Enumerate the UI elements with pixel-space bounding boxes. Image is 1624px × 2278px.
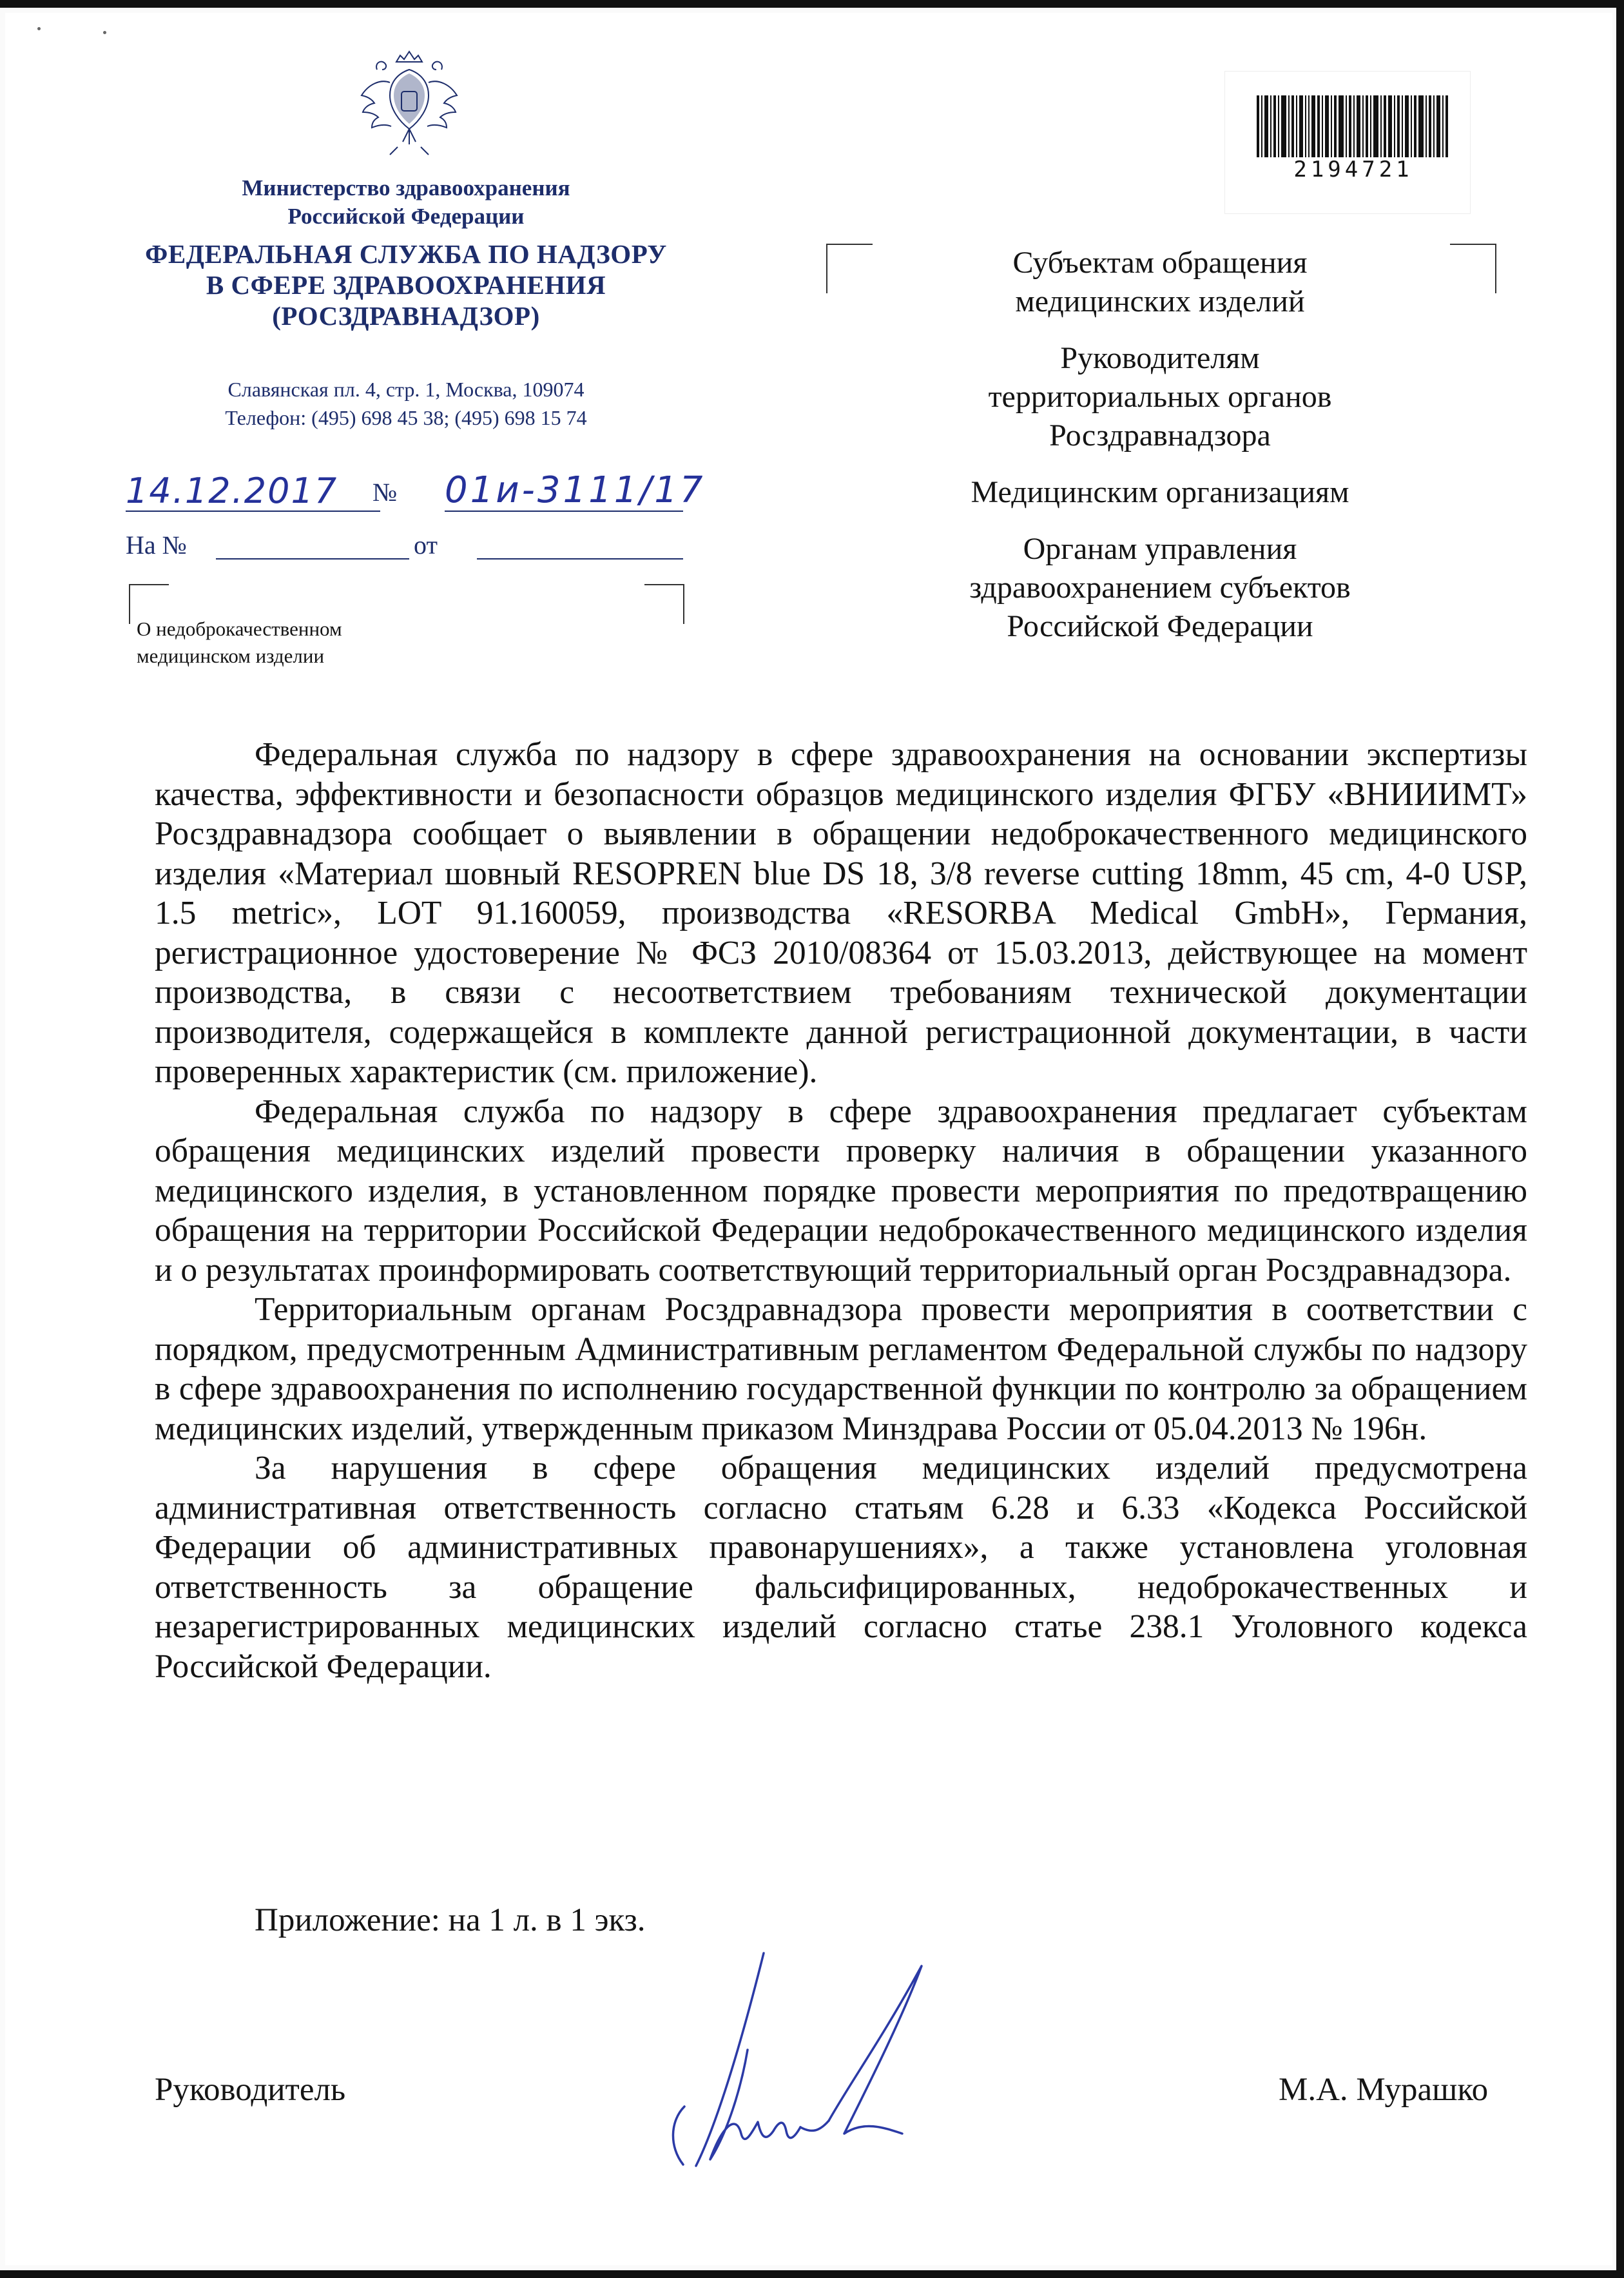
ministry-line: Министерство здравоохранения — [242, 175, 570, 200]
agency-line: ФЕДЕРАЛЬНАЯ СЛУЖБА ПО НАДЗОРУ — [145, 239, 667, 269]
barcode-icon — [1257, 95, 1450, 157]
body-paragraph: Федеральная служба по надзору в сфере здравоохранения предлагает субъектам обращения медицинских изделий провести проверку наличия в обращении указанного медицинского изделия, в установленном порядке провести мероприятия по предотвращению обращения на территории Российской Федерации недоброкачественного медицинского изделия и о результатах проинформировать соответствующий территориальный орган Росздравнадзора. — [155, 1093, 1527, 1289]
double-headed-eagle-icon — [351, 44, 467, 166]
subject-corner-right — [644, 584, 684, 624]
addressee-line: Органам управления — [1023, 532, 1297, 566]
signatory-name: М.А. Мурашко — [1279, 2072, 1489, 2108]
body-paragraph: Территориальным органам Росздравнадзора провести мероприятия в соответствии с порядком, предусмотренным Административным регламентом Федеральной службы по надзору в сфере здравоохранения по исполнению государственной функции по контролю за обращением медицинских изделий, утвержденным приказом Минздрава России от 05.04.2013 № 196н. — [155, 1291, 1527, 1447]
scan-border-top — [0, 0, 1624, 8]
registration-number: 01и-3111/17 — [445, 469, 706, 511]
addressee-line: Росздравнадзора — [1049, 418, 1271, 453]
agency-line: В СФЕРЕ ЗДРАВООХРАНЕНИЯ — [206, 270, 606, 300]
appendix-note: Приложение: на 1 л. в 1 экз. — [255, 1902, 646, 1938]
scan-border-right — [1616, 0, 1624, 2278]
scan-speck — [103, 31, 106, 34]
reference-number-label: На № — [126, 531, 187, 560]
body-paragraph: За нарушения в сфере обращения медицинских изделий предусмотрена административная ответственность согласно статьям 6.28 и 6.33 «Кодекса Российской Федерации об административных правонарушениях», а также установлена уголовная ответственность за обращение фальсифицированных, недоброкачественных и незарегистрированных медицинских изделий согласно статье 238.1 Уголовного кодекса Российской Федерации. — [155, 1450, 1527, 1685]
subject-line: О недоброкачественном — [137, 618, 342, 640]
addressee-line: Российской Федерации — [1007, 609, 1313, 643]
address-line: Телефон: (495) 698 45 38; (495) 698 15 74 — [225, 406, 587, 429]
scan-speck — [37, 27, 41, 30]
agency-name — [110, 239, 702, 331]
addressee-line: Медицинским организациям — [971, 475, 1349, 509]
reference-number-underline — [216, 558, 409, 560]
registration-date: 14.12.2017 — [126, 471, 338, 511]
addressee-corner-right — [1450, 244, 1496, 293]
ministry-line: Российской Федерации — [287, 204, 525, 229]
registration-date-underline — [126, 511, 380, 512]
addressee — [876, 530, 1444, 646]
body-paragraph: Федеральная служба по надзору в сфере здравоохранения на основании экспертизы качества, эффективности и безопасности образцов медицинского изделия ФГБУ «ВНИИИМТ» Росздравнадзора сообщает о выявлении в обращении недоброкачественного медицинского изделия «Материал шовный RESOPREN blue DS 18, 3/8 reverse cutting 18mm, 45 cm, 4-0 USP, 1.5 metric», LOT 91.160059, производства «RESORBA Medical GmbH», Германия, регистрационное удостоверение № ФСЗ 2010/08364 от 15.03.2013, действующее на момент производства, в связи с несоответствием требованиям технической документации производителя, содержащейся в комплекте данной регистрационной документации, в части проверенных характеристик (см. приложение). — [155, 736, 1527, 1090]
handwritten-signature-icon — [651, 1940, 973, 2179]
addressee-line: медицинских изделий — [1015, 284, 1305, 318]
addressee-line: Руководителям — [1060, 341, 1260, 375]
addressee-line: Субъектам обращения — [1012, 246, 1308, 280]
agency-address — [122, 375, 690, 432]
subject-line: медицинском изделии — [137, 645, 325, 667]
ministry-name — [161, 174, 651, 231]
scan-border-bottom — [0, 2270, 1624, 2278]
addressee — [876, 244, 1444, 321]
addressee — [876, 339, 1444, 455]
addressee-block — [876, 244, 1444, 664]
letter-subject — [137, 616, 498, 670]
barcode-number: 2194721 — [1293, 157, 1413, 182]
reference-from-label: от — [414, 531, 438, 560]
addressee-line: территориальных органов — [988, 380, 1332, 414]
registration-number-sign: № — [372, 478, 398, 507]
signatory-title: Руководитель — [155, 2072, 346, 2108]
addressee-line: здравоохранением субъектов — [969, 570, 1351, 605]
agency-line: (РОСЗДРАВНАДЗОР) — [272, 301, 540, 331]
addressee-corner-left — [826, 244, 873, 293]
addressee — [876, 473, 1444, 512]
registration-number-underline — [445, 511, 683, 512]
reference-date-underline — [477, 558, 683, 560]
address-line: Славянская пл. 4, стр. 1, Москва, 109074 — [227, 378, 585, 401]
letter-body — [155, 735, 1527, 1686]
